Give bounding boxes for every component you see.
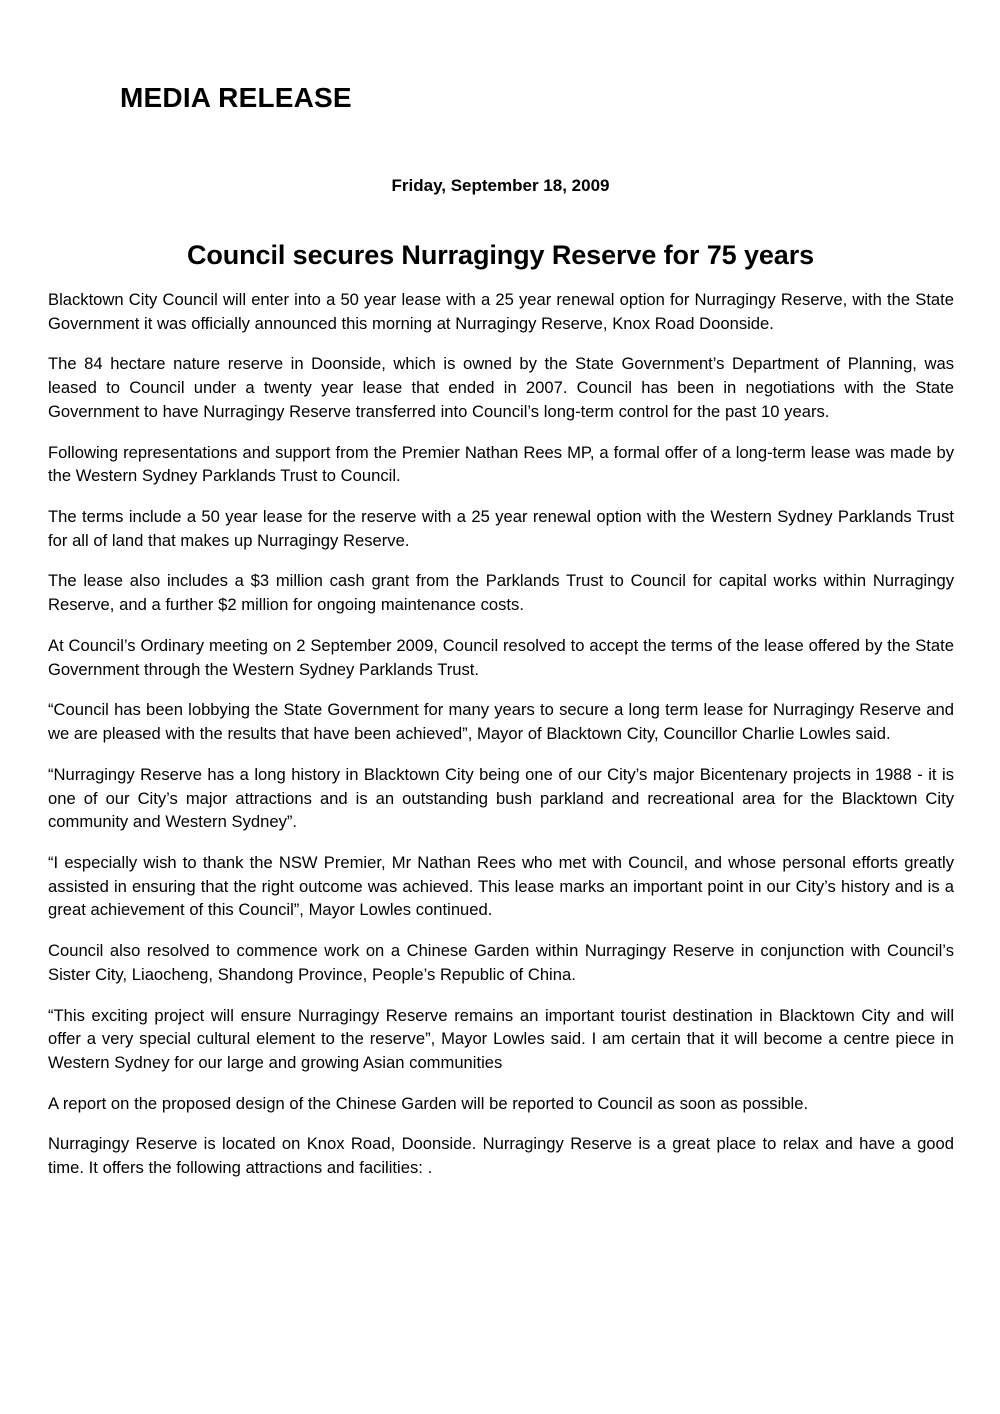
paragraph: The 84 hectare nature reserve in Doonside, which is owned by the State Government’s Department of Planning, was leased to Council under a twenty year lease that ended in 2007. Council has been in negotiations with the State Government to have Nurragingy Reserve transferred into Council’s long-term control for the past 10 years. bbox=[48, 354, 954, 421]
paragraph: Blacktown City Council will enter into a 50 year lease with a 25 year renewal option for Nurragingy Reserve, with the State Government it was officially announced this morning at Nurragingy Reserve, Knox Road Doonside. bbox=[48, 290, 954, 333]
paragraph: Council also resolved to commence work on a Chinese Garden within Nurragingy Reserve in conjunction with Council’s Sister City, Liaocheng, Shandong Province, People’s Republic of China. bbox=[48, 941, 954, 984]
paragraph: The terms include a 50 year lease for the reserve with a 25 year renewal option with the Western Sydney Parklands Trust for all of land that makes up Nurragingy Reserve. bbox=[48, 507, 954, 550]
paragraph: “I especially wish to thank the NSW Premier, Mr Nathan Rees who met with Council, and whose personal efforts greatly assisted in ensuring that the right outcome was achieved. This lease marks an important point in our City’s history and is a great achievement of this Council”, Mayor Lowles continued. bbox=[48, 852, 954, 920]
paragraph: “Council has been lobbying the State Government for many years to secure a long term lease for Nurragingy Reserve and we are pleased with the results that have been achieved”, Mayor of Blacktown City, Councillor Charlie Lowles said. bbox=[48, 700, 954, 744]
paragraph: “This exciting project will ensure Nurragingy Reserve remains an important tourist destination in Blacktown City and will offer a very special cultural element to the reserve”, Mayor Lowles said. I am certain that it will become a centre piece in Western Sydney for our large and growing Asian communities bbox=[48, 1005, 954, 1072]
page-title: Council secures Nurragingy Reserve for 75 years bbox=[186, 240, 815, 271]
paragraph: Following representations and support from the Premier Nathan Rees MP, a formal offer of a long-term lease was made by the Western Sydney Parklands Trust to Council. bbox=[48, 442, 954, 486]
paragraph: Nurragingy Reserve is located on Knox Road, Doonside. Nurragingy Reserve is a great place to relax and have a good time. It offers the following attractions and facilities: . bbox=[48, 1134, 954, 1178]
masthead-title: MEDIA RELEASE bbox=[120, 82, 352, 113]
body-copy bbox=[48, 288, 954, 1180]
paragraph: “Nurragingy Reserve has a long history in Blacktown City being one of our City’s major Bicentenary projects in 1988 - it is one of our City’s major attractions and is an outstanding bush parkland and recreational area for the Blacktown City community and Western Sydney”. bbox=[48, 764, 954, 832]
paragraph: A report on the proposed design of the Chinese Garden will be reported to Council as soon as possible. bbox=[48, 1093, 809, 1113]
paragraph: The lease also includes a $3 million cash grant from the Parklands Trust to Council for capital works within Nurragingy Reserve, and a further $2 million for ongoing maintenance costs. bbox=[48, 571, 954, 615]
release-date: Friday, September 18, 2009 bbox=[391, 176, 610, 195]
paragraph: At Council’s Ordinary meeting on 2 September 2009, Council resolved to accept the terms of the lease offered by the State Government through the Western Sydney Parklands Trust. bbox=[48, 635, 954, 679]
